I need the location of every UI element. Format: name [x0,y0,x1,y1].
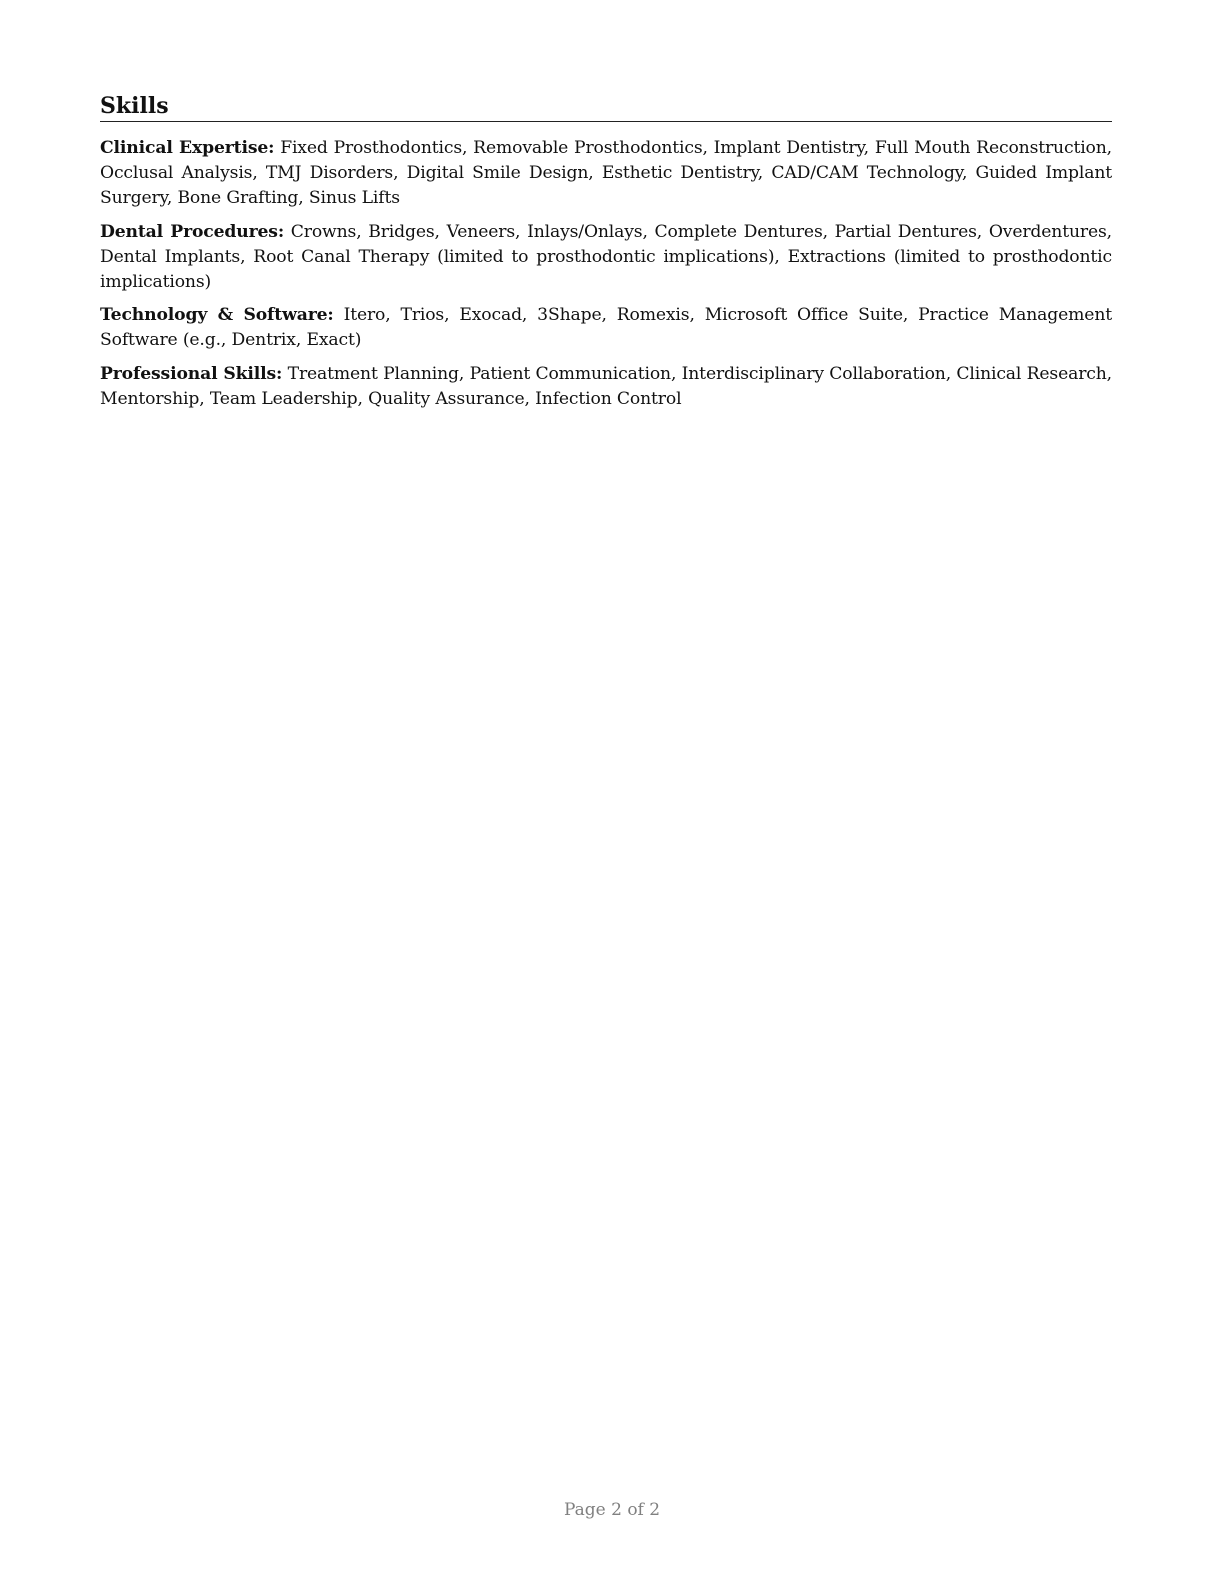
skill-label: Clinical Expertise: [100,138,275,158]
resume-page [100,92,1112,420]
skill-professional-skills [100,362,1112,412]
skill-text: Itero, Trios, Exocad, 3Shape, Romexis, Microsoft Office Suite, Practice Management Software (e.g., Dentrix, Exact) [100,305,1112,350]
section-title-skills: Skills [100,92,1112,122]
skill-dental-procedures [100,220,1112,295]
skill-label: Dental Procedures: [100,221,285,242]
skill-clinical-expertise [100,136,1112,211]
skills-list [100,136,1112,412]
skill-label: Professional Skills: [100,363,283,384]
page-number: Page 2 of 2 [563,1500,661,1520]
skill-label: Technology & Software: [100,305,334,325]
skill-technology-software [100,303,1112,353]
skill-text: Treatment Planning, Patient Communication, Interdisciplinary Collaboration, Clinical Research, Mentorship, Team Leadership, Quality Assurance, Infection Control [100,363,1112,409]
skill-text: Fixed Prosthodontics, Removable Prosthodontics, Implant Dentistry, Full Mouth Reconstruction, Occlusal Analysis, TMJ Disorders, Digital Smile Design, Esthetic Dentistry, CAD/CAM Technology, Guided Implant Surgery, Bone Grafting, Sinus Lifts [100,138,1112,208]
skill-text: Crowns, Bridges, Veneers, Inlays/Onlays, Complete Dentures, Partial Dentures, Overdentures, Dental Implants, Root Canal Therapy (limited to prosthodontic implications), Extractions (limited to prosthodontic implications) [100,221,1112,292]
